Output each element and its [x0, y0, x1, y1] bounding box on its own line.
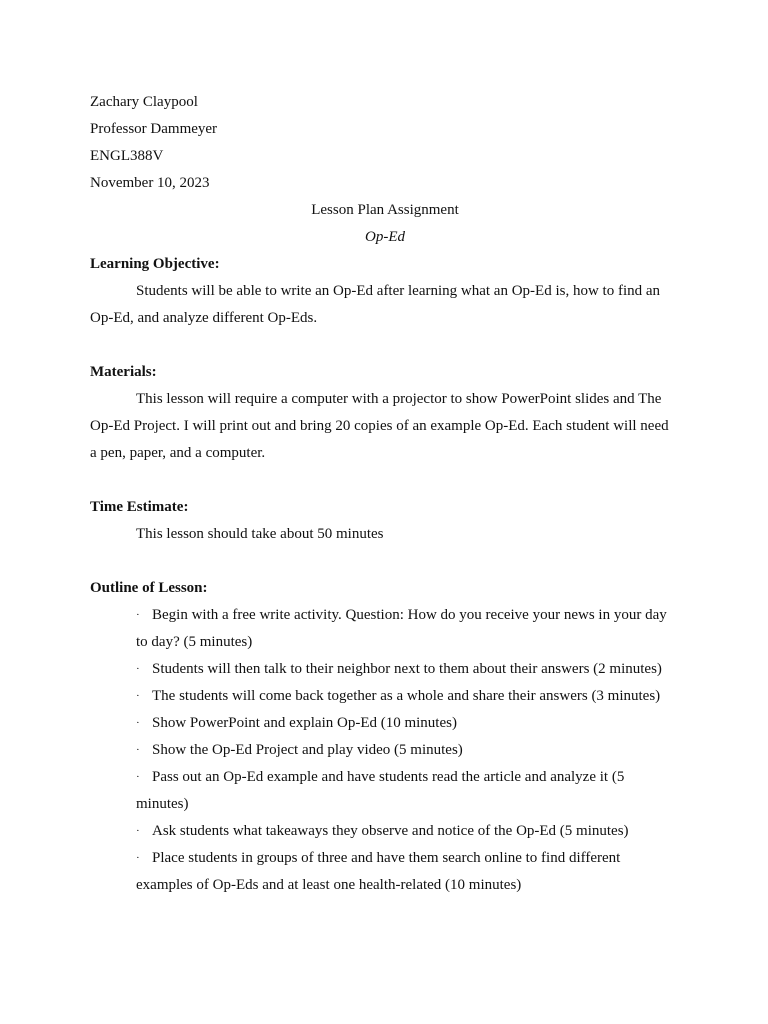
list-item	[136, 602, 680, 656]
materials-heading: Materials:	[90, 364, 157, 380]
list-item	[136, 710, 680, 737]
list-item-text: Place students in groups of three and have them search online to find different examples of Op-Eds and at least one health-related (10 minutes)	[136, 850, 621, 893]
bullet-icon: ·	[136, 771, 140, 783]
spacer	[90, 467, 680, 494]
list-item	[136, 737, 680, 764]
bullet-icon: ·	[136, 609, 140, 621]
list-item	[136, 764, 680, 818]
document-date: November 10, 2023	[90, 175, 210, 191]
professor-name: Professor Dammeyer	[90, 121, 218, 137]
list-item	[136, 656, 680, 683]
list-item	[136, 818, 680, 845]
bullet-icon: ·	[136, 825, 140, 837]
list-item-text: Pass out an Op-Ed example and have students read the article and analyze it (5 minutes)	[136, 769, 625, 812]
time-estimate-heading: Time Estimate:	[90, 499, 189, 515]
bullet-icon: ·	[136, 690, 140, 702]
bullet-icon: ·	[136, 663, 140, 675]
bullet-icon: ·	[136, 717, 140, 729]
outline-list	[90, 602, 680, 899]
list-item-text: Begin with a free write activity. Question: How do you receive your news in your day to day? (5 minutes)	[136, 607, 667, 650]
learning-objective-heading: Learning Objective:	[90, 256, 220, 272]
bullet-icon: ·	[136, 852, 140, 864]
spacer	[90, 332, 680, 359]
document-page	[90, 89, 680, 899]
list-item-text: The students will come back together as a whole and share their answers (3 minutes)	[152, 688, 661, 704]
time-estimate-text: This lesson should take about 50 minutes	[136, 526, 384, 542]
list-item-text: Students will then talk to their neighbor next to them about their answers (2 minutes)	[152, 661, 662, 677]
list-item	[136, 683, 680, 710]
list-item	[136, 845, 680, 899]
document-subtitle: Op-Ed	[365, 229, 405, 245]
document-title: Lesson Plan Assignment	[311, 202, 459, 218]
materials-text: This lesson will require a computer with a projector to show PowerPoint slides and The Op-Ed Project. I will print out and bring 20 copies of an example Op-Ed. Each student will need a pen, paper, and a computer.	[90, 391, 669, 461]
spacer	[90, 548, 680, 575]
list-item-text: Show the Op-Ed Project and play video (5 minutes)	[152, 742, 463, 758]
bullet-icon: ·	[136, 744, 140, 756]
course-code: ENGL388V	[90, 148, 164, 164]
author-name: Zachary Claypool	[90, 94, 198, 110]
list-item-text: Show PowerPoint and explain Op-Ed (10 minutes)	[152, 715, 457, 731]
learning-objective-text: Students will be able to write an Op-Ed after learning what an Op-Ed is, how to find an Op-Ed, and analyze different Op-Eds.	[90, 283, 661, 326]
list-item-text: Ask students what takeaways they observe and notice of the Op-Ed (5 minutes)	[152, 823, 629, 839]
outline-heading: Outline of Lesson:	[90, 580, 208, 596]
